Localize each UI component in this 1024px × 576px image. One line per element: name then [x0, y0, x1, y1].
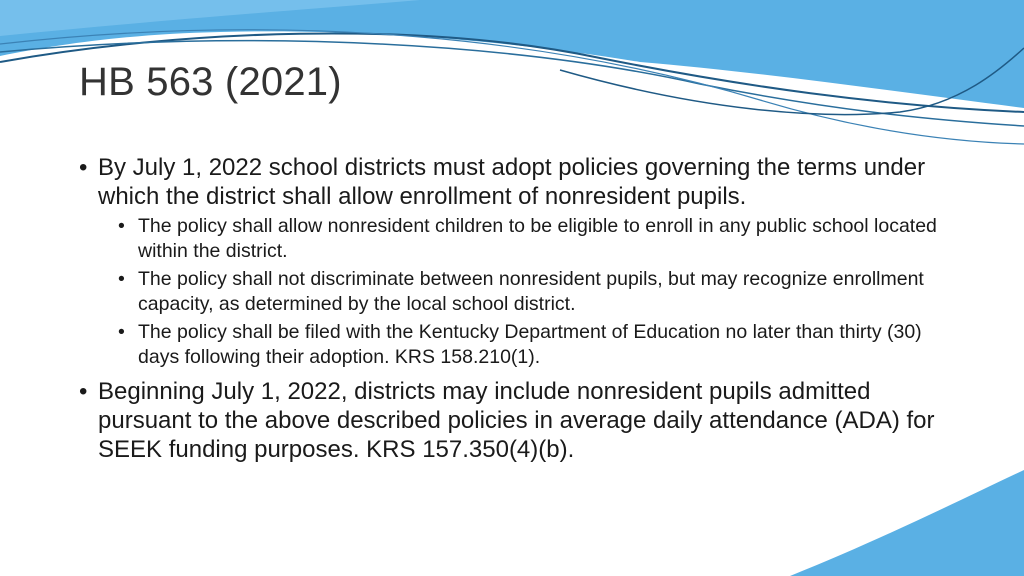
bullet-item: [79, 377, 949, 464]
bullet-text: By July 1, 2022 school districts must adopt policies governing the terms under which the district shall allow enrollment of nonresident pupils.: [98, 154, 926, 210]
sub-bullet-item: • The policy shall allow nonresident children to be eligible to enroll in any public school located within the district.: [98, 214, 949, 263]
bullet-list: [79, 153, 949, 464]
bullet-item: [79, 153, 949, 369]
slide-title: HB 563 (2021): [79, 60, 342, 104]
sub-bullet-item: • The policy shall be filed with the Kentucky Department of Education no later than thirty (30) days following their adoption. KRS 158.210(1).: [98, 320, 949, 369]
sub-bullet-list: [98, 214, 949, 369]
bottom-corner-wave: [790, 470, 1024, 576]
sub-bullet-item: • The policy shall not discriminate between nonresident pupils, but may recognize enrollment capacity, as determined by the local school district.: [98, 267, 949, 316]
bullet-text: Beginning July 1, 2022, districts may include nonresident pupils admitted pursuant to the above described policies in average daily attendance (ADA) for SEEK funding purposes. KRS 157.350(4)(b).: [98, 378, 935, 463]
